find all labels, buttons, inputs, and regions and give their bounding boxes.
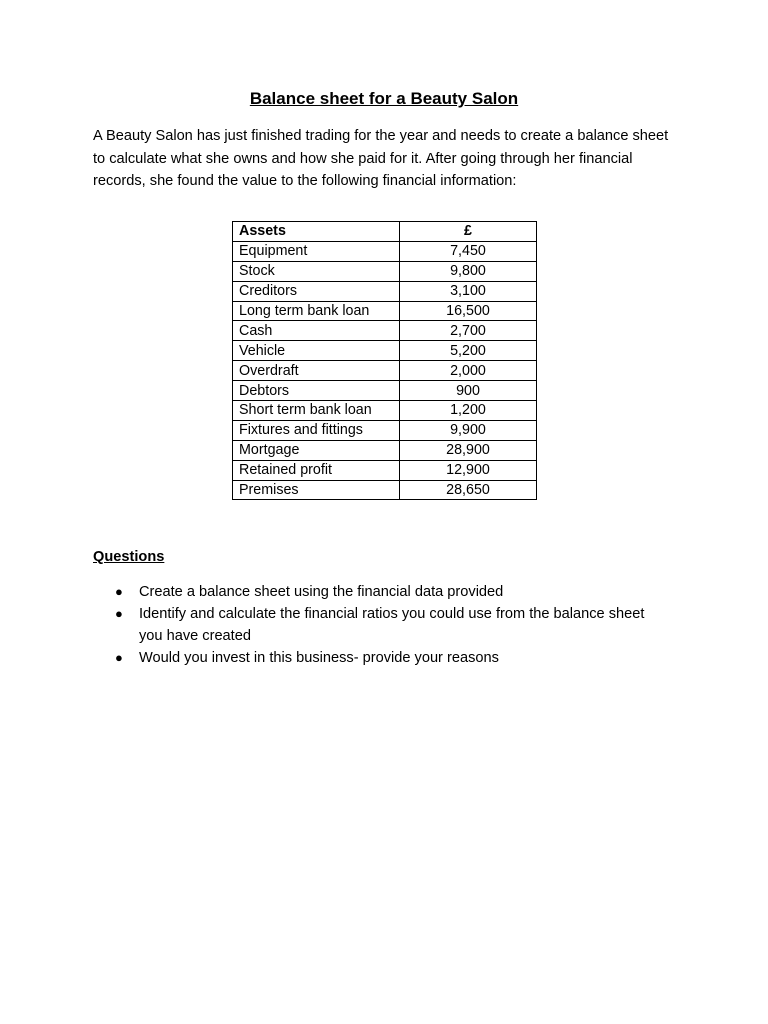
table-row	[233, 460, 537, 480]
question-text: Would you invest in this business- provide your reasons	[139, 650, 499, 666]
list-item	[93, 603, 653, 647]
table-cell-value: 2,000	[400, 361, 537, 381]
table-cell-item: Vehicle	[233, 341, 400, 361]
table-cell-item: Debtors	[233, 381, 400, 401]
table-cell-value: 9,900	[400, 420, 537, 440]
table-cell-value: 900	[400, 381, 537, 401]
table-row	[233, 381, 537, 401]
table-row	[233, 321, 537, 341]
bullet-icon: ●	[115, 606, 123, 621]
table-cell-value: 16,500	[400, 301, 537, 321]
table-row	[233, 261, 537, 281]
table-cell-item: Fixtures and fittings	[233, 420, 400, 440]
table-cell-item: Stock	[233, 261, 400, 281]
page-title: Balance sheet for a Beauty Salon	[249, 89, 519, 108]
table-cell-value: 5,200	[400, 341, 537, 361]
table-row	[233, 401, 537, 421]
questions-heading: Questions	[93, 549, 165, 565]
question-text: Create a balance sheet using the financial data provided	[139, 584, 504, 600]
list-item	[93, 581, 653, 603]
table-cell-value: 2,700	[400, 321, 537, 341]
table-row	[233, 241, 537, 261]
table-cell-item: Cash	[233, 321, 400, 341]
table-cell-item: Mortgage	[233, 440, 400, 460]
table-cell-item: Overdraft	[233, 361, 400, 381]
table-cell-value: 12,900	[400, 460, 537, 480]
table-cell-item: Retained profit	[233, 460, 400, 480]
table-cell-value: 28,900	[400, 440, 537, 460]
table-cell-value: 3,100	[400, 281, 537, 301]
table-row	[233, 341, 537, 361]
question-text: Identify and calculate the financial ratios you could use from the balance sheet you have created	[139, 606, 645, 644]
table-row	[233, 281, 537, 301]
table-header-assets: Assets	[233, 222, 400, 242]
questions-list	[93, 581, 653, 669]
table-cell-item: Equipment	[233, 241, 400, 261]
financial-data-table	[232, 221, 537, 500]
table-row	[233, 420, 537, 440]
table-cell-value: 28,650	[400, 480, 537, 500]
bullet-icon: ●	[115, 650, 123, 665]
table-row	[233, 301, 537, 321]
table-cell-item: Short term bank loan	[233, 401, 400, 421]
list-item	[93, 647, 653, 669]
table-cell-value: 1,200	[400, 401, 537, 421]
table-cell-value: 7,450	[400, 241, 537, 261]
table-cell-item: Creditors	[233, 281, 400, 301]
intro-paragraph: A Beauty Salon has just finished trading for the year and needs to create a balance sheet to calculate what she owns and how she paid for it. After going through her financial records, she found the value to the following financial information:	[93, 128, 669, 189]
bullet-icon: ●	[115, 584, 123, 599]
table-cell-item: Premises	[233, 480, 400, 500]
table-cell-item: Long term bank loan	[233, 301, 400, 321]
table-row	[233, 361, 537, 381]
table-row	[233, 440, 537, 460]
table-header-currency: £	[400, 222, 537, 242]
table-body	[233, 241, 537, 500]
table-header-row	[233, 222, 537, 242]
table-cell-value: 9,800	[400, 261, 537, 281]
table-row	[233, 480, 537, 500]
